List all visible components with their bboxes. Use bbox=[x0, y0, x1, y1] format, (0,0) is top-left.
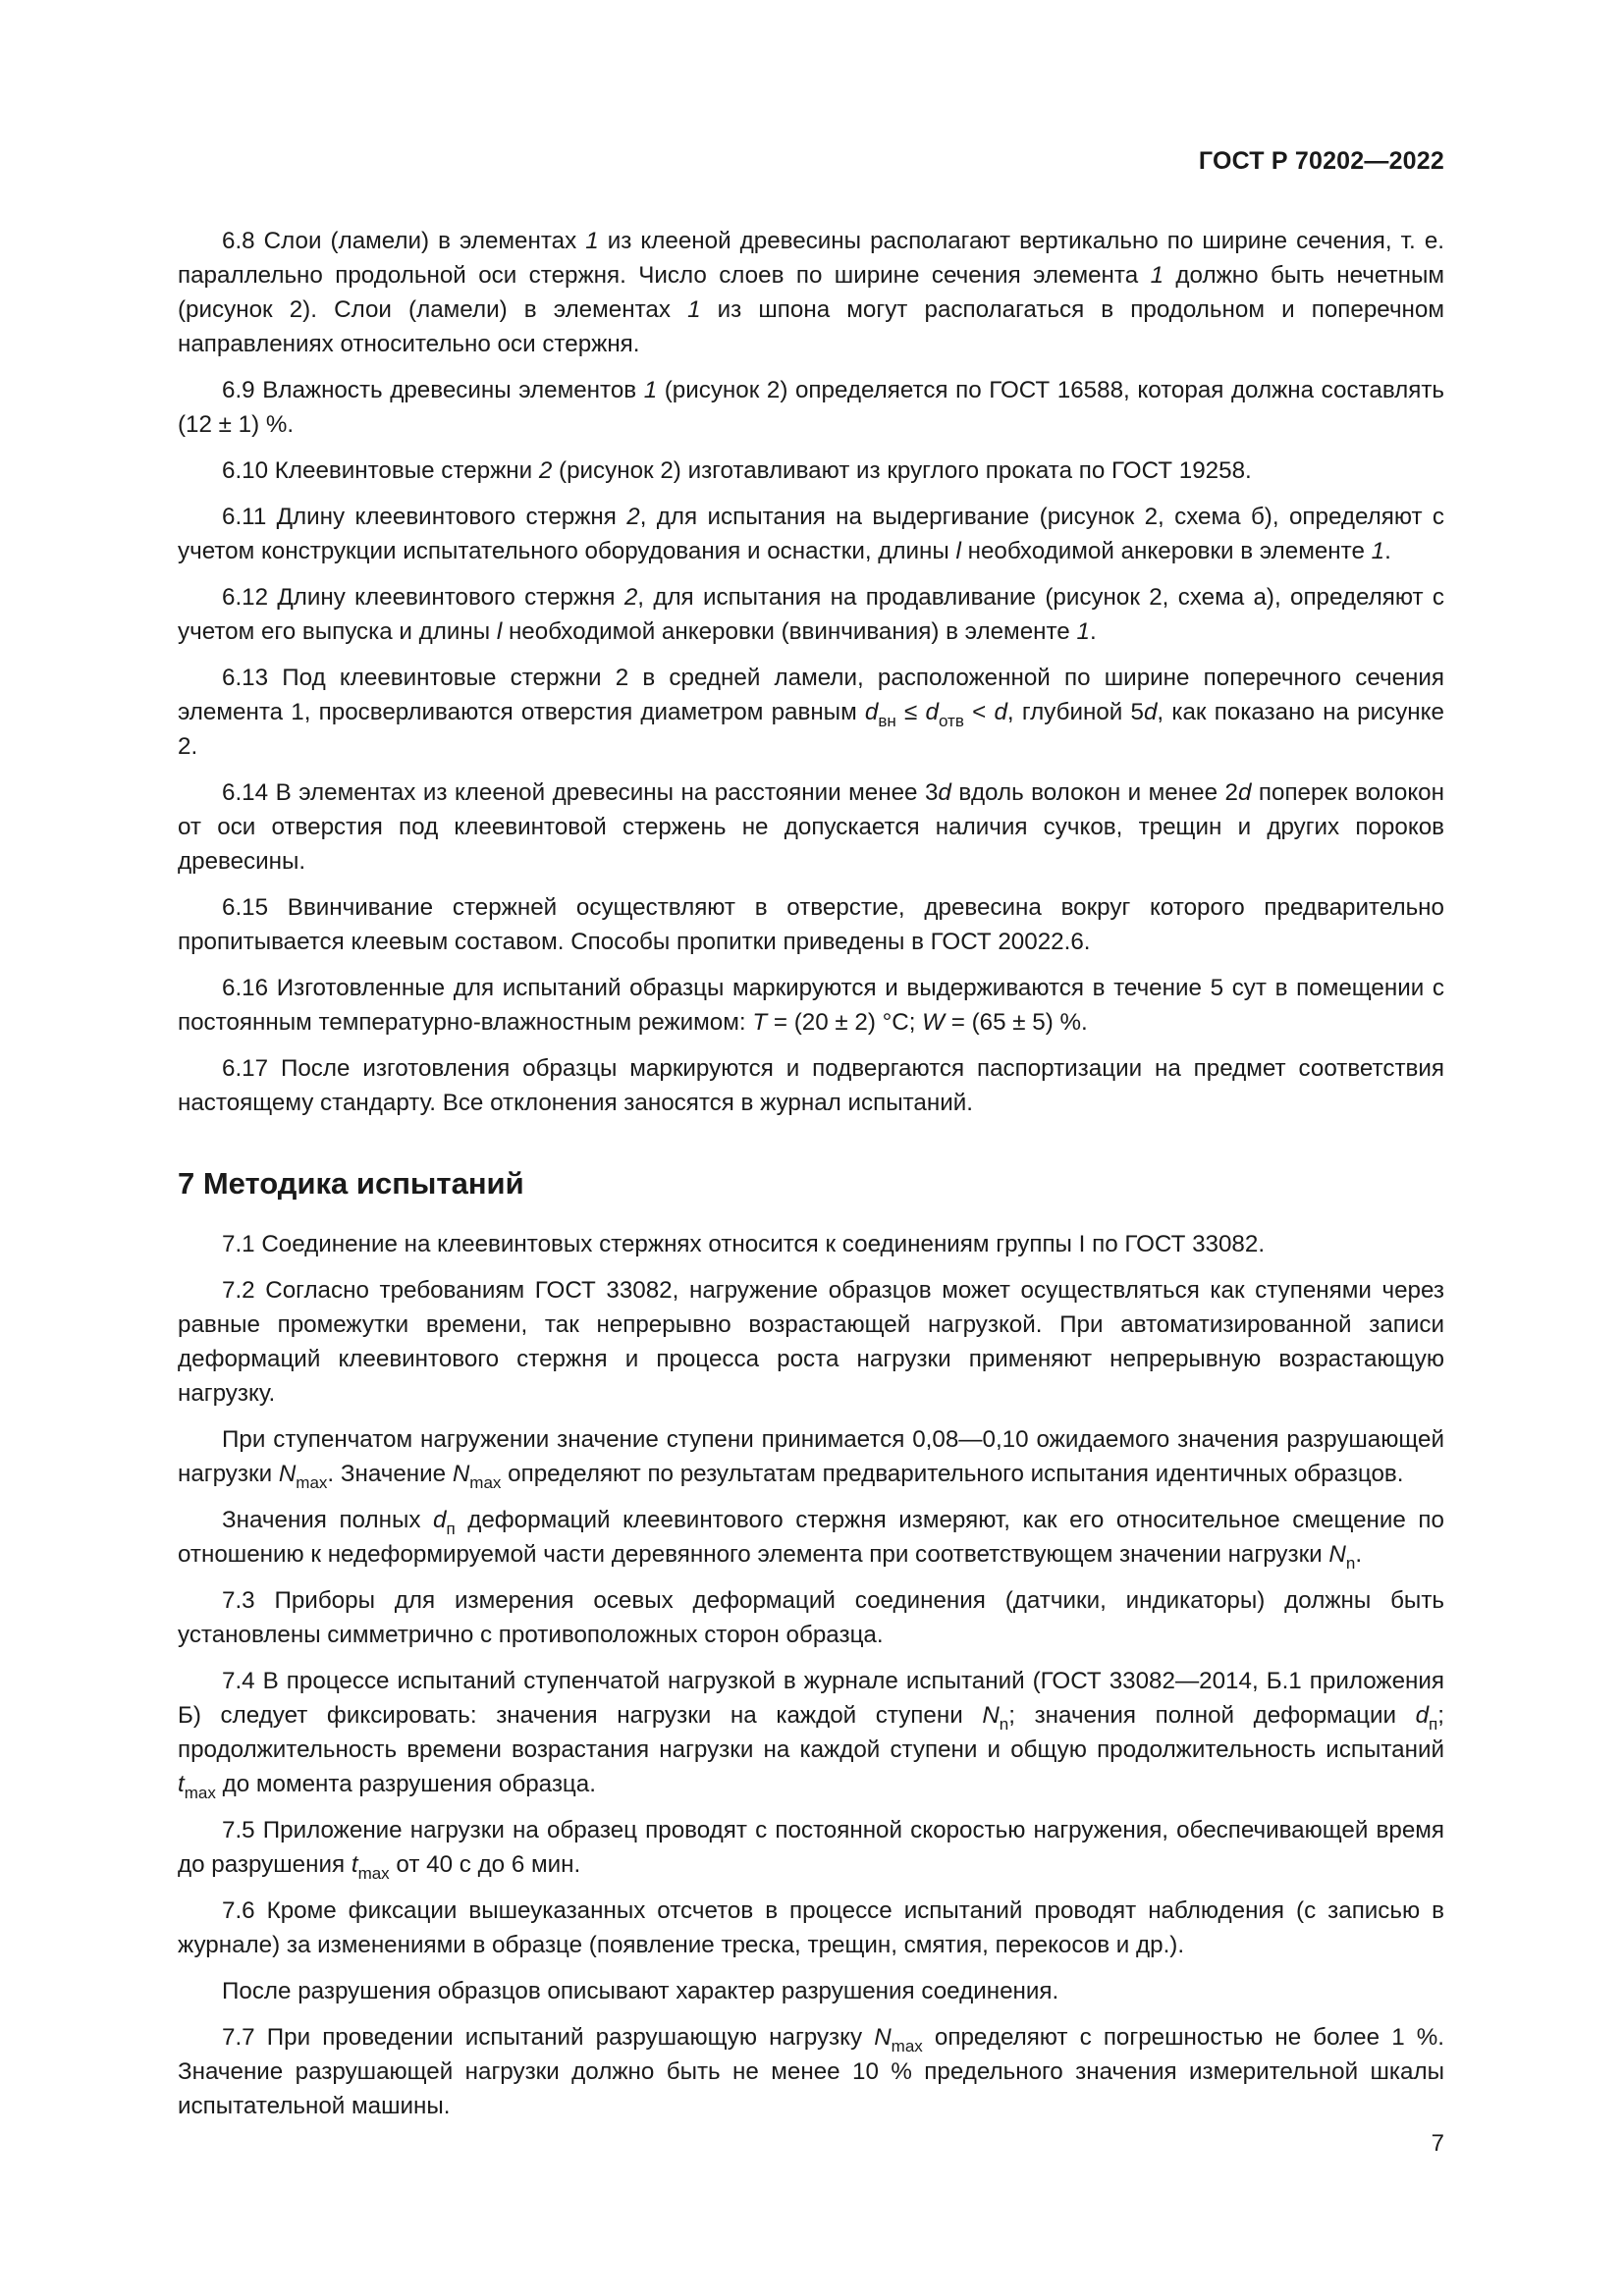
italic-symbol: t bbox=[351, 1851, 358, 1878]
italic-symbol: N bbox=[1328, 1541, 1346, 1568]
italic-symbol: N bbox=[874, 2024, 892, 2051]
text-run: из шпона могут располагаться в продольном и поперечном направлениях относительно оси стержня. bbox=[178, 296, 1444, 357]
paragraph bbox=[178, 775, 1444, 879]
subscript: п bbox=[446, 1520, 456, 1538]
text-run: 6.10 Клеевинтовые стержни bbox=[222, 457, 539, 484]
text-run: деформаций клеевинтового стержня измеряют, как его относительное смещение по отношению к недеформируемой части деревянного элемента при соответствующем значении нагрузки bbox=[178, 1507, 1444, 1568]
text-run: При ступенчатом нагружении значение ступени принимается 0,08—0,10 ожидаемого значения разрушающей нагрузки bbox=[178, 1426, 1444, 1487]
text-run: 6.15 Ввинчивание стержней осуществляют в отверстие, древесина вокруг которого предварительно пропитывается клеевым составом. Способы пропитки приведены в ГОСТ 20022.6. bbox=[178, 894, 1444, 955]
paragraph bbox=[178, 1273, 1444, 1411]
paragraph bbox=[178, 1422, 1444, 1491]
document-header-id: ГОСТ Р 70202—2022 bbox=[1198, 147, 1444, 175]
paragraph bbox=[178, 224, 1444, 361]
paragraph bbox=[178, 1583, 1444, 1652]
text-run: , для испытания на продавливание (рисунок 2, схема а), определяют с учетом его выпуска и длины bbox=[178, 584, 1444, 645]
text-run: необходимой анкеровки (ввинчивания) в элементе bbox=[502, 618, 1077, 645]
text-run: 7.2 Согласно требованиям ГОСТ 33082, нагружение образцов может осуществляться как ступенями через равные промежутки времени, так непрерывно возрастающей нагрузкой. При автоматизированной записи деформаций клеевинтового стержня и процесса роста нагрузки применяют непрерывную возрастающую нагрузку. bbox=[178, 1277, 1444, 1407]
italic-symbol: d bbox=[1415, 1702, 1430, 1729]
text-run: от 40 с до 6 мин. bbox=[389, 1851, 581, 1878]
text-run: ≤ bbox=[895, 699, 926, 725]
text-run: должно быть нечетным (рисунок 2). Слои (ламели) в элементах bbox=[178, 262, 1444, 323]
text-run: ; продолжительность времени возрастания нагрузки на каждой ступени и общую продолжительность испытаний bbox=[178, 1702, 1444, 1763]
text-run: , глубиной 5 bbox=[1006, 699, 1144, 725]
text-run: 6.12 Длину клеевинтового стержня bbox=[222, 584, 624, 611]
text-run: = (65 ± 5) %. bbox=[945, 1009, 1088, 1036]
text-run: 6.13 Под клеевинтовые стержни 2 в средней ламели, расположенной по ширине поперечного сечения элемента 1, просверливаются отверстия диаметром равным bbox=[178, 665, 1444, 725]
page-number: 7 bbox=[1431, 2130, 1444, 2157]
text-run: ; значения полной деформации bbox=[1008, 1702, 1416, 1729]
italic-symbol: 1 bbox=[585, 228, 599, 254]
section-7-title: 7 Методика испытаний bbox=[178, 1166, 524, 1201]
italic-symbol: N bbox=[278, 1461, 297, 1487]
subscript: n bbox=[999, 1715, 1009, 1734]
italic-symbol: t bbox=[178, 1771, 185, 1797]
text-run: 7.1 Соединение на клеевинтовых стержнях относится к соединениям группы I по ГОСТ 33082. bbox=[222, 1231, 1266, 1257]
text-run: 7.7 При проведении испытаний разрушающую нагрузку bbox=[222, 2024, 875, 2051]
italic-symbol: T bbox=[752, 1009, 768, 1036]
text-run: (рисунок 2) определяется по ГОСТ 16588, которая должна составлять (12 ± 1) %. bbox=[178, 377, 1445, 438]
text-run: 6.16 Изготовленные для испытаний образцы маркируются и выдерживаются в течение 5 сут в помещении с постоянным температурно-влажностным режимом: bbox=[178, 975, 1444, 1036]
paragraph bbox=[178, 890, 1444, 959]
text-run: 6.8 Слои (ламели) в элементах bbox=[222, 228, 586, 254]
paragraph bbox=[178, 1894, 1444, 1962]
italic-symbol: 2 bbox=[538, 457, 553, 484]
paragraph bbox=[178, 1813, 1444, 1882]
italic-symbol: l bbox=[955, 538, 961, 564]
italic-symbol: 1 bbox=[687, 296, 701, 323]
subscript: max bbox=[891, 2037, 923, 2056]
text-run: (рисунок 2) изготавливают из круглого проката по ГОСТ 19258. bbox=[552, 457, 1252, 484]
italic-symbol: 1 bbox=[643, 377, 658, 403]
italic-symbol: d bbox=[1143, 699, 1158, 725]
text-run: из клееной древесины располагают вертикально по ширине сечения, т. е. параллельно продольной оси стержня. Число слоев по ширине сечения элемента bbox=[178, 228, 1444, 289]
italic-symbol: l bbox=[496, 618, 503, 645]
italic-symbol: 1 bbox=[1150, 262, 1164, 289]
subscript: вн bbox=[878, 712, 896, 730]
text-run: определяют по результатам предварительного испытания идентичных образцов. bbox=[501, 1461, 1404, 1487]
italic-symbol: d bbox=[432, 1507, 447, 1533]
italic-symbol: W bbox=[922, 1009, 946, 1036]
subscript: max bbox=[357, 1864, 390, 1883]
paragraph bbox=[178, 373, 1444, 442]
text-run: После разрушения образцов описывают характер разрушения соединения. bbox=[222, 1978, 1059, 2004]
italic-symbol: d bbox=[864, 699, 879, 725]
italic-symbol: N bbox=[982, 1702, 1000, 1729]
paragraph bbox=[178, 1051, 1444, 1120]
text-run: вдоль волокон и менее 2 bbox=[950, 779, 1238, 806]
text-run: необходимой анкеровки в элементе bbox=[960, 538, 1372, 564]
italic-symbol: 1 bbox=[1076, 618, 1090, 645]
subscript: отв bbox=[938, 712, 964, 730]
text-run: 7.3 Приборы для измерения осевых деформаций соединения (датчики, индикаторы) должны быть установлены симметрично с противоположных сторон образца. bbox=[178, 1587, 1444, 1648]
paragraph bbox=[178, 1227, 1444, 1261]
section-7-paragraphs bbox=[178, 1227, 1444, 2123]
italic-symbol: 1 bbox=[1371, 538, 1385, 564]
text-run: , как показано на рисунке 2. bbox=[178, 699, 1444, 760]
subscript: n bbox=[1345, 1554, 1356, 1573]
text-run: . bbox=[1355, 1541, 1363, 1568]
text-run: = (20 ± 2) °C; bbox=[767, 1009, 923, 1036]
text-run: 6.17 После изготовления образцы маркируются и подвергаются паспортизации на предмет соответствия настоящему стандарту. Все отклонения заносятся в журнал испытаний. bbox=[178, 1055, 1444, 1116]
italic-symbol: d bbox=[925, 699, 939, 725]
subscript: max bbox=[296, 1473, 328, 1492]
paragraph bbox=[178, 454, 1444, 488]
italic-symbol: d bbox=[938, 779, 951, 806]
text-run: 6.9 Влажность древесины элементов bbox=[222, 377, 644, 403]
paragraph bbox=[178, 2020, 1444, 2123]
text-run: . Значение bbox=[327, 1461, 453, 1487]
subscript: max bbox=[469, 1473, 502, 1492]
subscript: п bbox=[1429, 1715, 1438, 1734]
text-run: 7.5 Приложение нагрузки на образец проводят с постоянной скоростью нагружения, обеспечивающей время до разрушения bbox=[178, 1817, 1444, 1878]
text-run: 6.14 В элементах из клееной древесины на расстоянии менее 3 bbox=[222, 779, 939, 806]
italic-symbol: 2 bbox=[626, 504, 640, 530]
italic-symbol: N bbox=[452, 1461, 470, 1487]
italic-symbol: d bbox=[994, 699, 1007, 725]
text-run: до момента разрушения образца. bbox=[215, 1771, 596, 1797]
paragraph bbox=[178, 580, 1444, 649]
text-run: . bbox=[1384, 538, 1391, 564]
text-run: 6.11 Длину клеевинтового стержня bbox=[222, 504, 627, 530]
paragraph bbox=[178, 1974, 1444, 2008]
paragraph bbox=[178, 1503, 1444, 1572]
text-run: поперек волокон от оси отверстия под клеевинтовой стержень не допускается наличия сучков, трещин и других пороков древесины. bbox=[178, 779, 1444, 875]
italic-symbol: 2 bbox=[623, 584, 638, 611]
text-run: Значения полных bbox=[222, 1507, 433, 1533]
document-body bbox=[178, 224, 1444, 2135]
text-run: 7.4 В процессе испытаний ступенчатой нагрузкой в журнале испытаний (ГОСТ 33082—2014, Б.1 приложения Б) следует фиксировать: значения нагрузки на каждой ступени bbox=[178, 1668, 1444, 1729]
paragraph bbox=[178, 971, 1444, 1040]
text-run: . bbox=[1089, 618, 1097, 645]
text-run: 7.6 Кроме фиксации вышеуказанных отсчетов в процессе испытаний проводят наблюдения (с записью в журнале) за изменениями в образце (появление треска, трещин, смятия, перекосов и др.). bbox=[178, 1897, 1444, 1958]
paragraph bbox=[178, 500, 1444, 568]
subscript: max bbox=[184, 1784, 216, 1802]
paragraph bbox=[178, 661, 1444, 764]
italic-symbol: d bbox=[1237, 779, 1252, 806]
text-run: < bbox=[963, 699, 995, 725]
paragraph bbox=[178, 1664, 1444, 1801]
text-run: , для испытания на выдергивание (рисунок 2, схема б), определяют с учетом конструкции испытательного оборудования и оснастки, длины bbox=[178, 504, 1444, 564]
section-6-paragraphs bbox=[178, 224, 1444, 1120]
text-run: определяют с погрешностью не более 1 %. Значение разрушающей нагрузки должно быть не менее 10 % предельного значения измерительной шкалы испытательной машины. bbox=[178, 2024, 1444, 2119]
